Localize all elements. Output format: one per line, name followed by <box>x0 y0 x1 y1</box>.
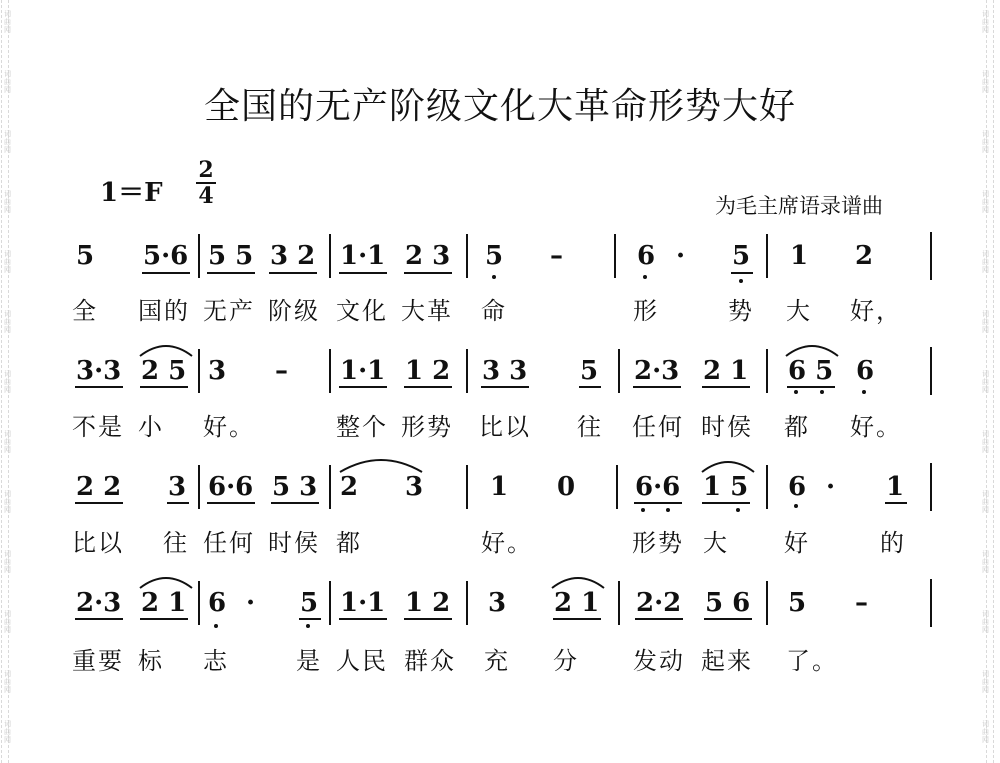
note: 5 <box>76 241 95 271</box>
note: 1 <box>886 472 905 502</box>
underline <box>207 272 255 274</box>
bar-line <box>329 581 331 625</box>
bar-line <box>329 234 331 278</box>
note: 2 <box>855 241 874 271</box>
song-title: 全国的无产阶级文化大革命形势大好 <box>203 86 796 127</box>
note: 6 <box>788 472 807 502</box>
note: – <box>550 241 563 271</box>
watermark-text: 词 曲 网 <box>4 610 11 634</box>
underline <box>635 618 683 620</box>
lyric: 势 <box>728 297 754 325</box>
bar-line <box>930 232 932 280</box>
bar-line <box>329 349 331 393</box>
note: 6 <box>637 241 656 271</box>
note: 1 2 <box>405 588 451 618</box>
credit-line: 为毛主席语录谱曲 <box>715 194 883 218</box>
note: 2 <box>340 472 359 502</box>
bar-line <box>466 234 468 278</box>
bar-line <box>766 465 768 509</box>
note: 1 <box>790 241 809 271</box>
bar-line <box>766 234 768 278</box>
watermark-text: 词 曲 网 <box>982 310 989 334</box>
underline <box>269 272 317 274</box>
note: 3 <box>168 472 187 502</box>
note: 3 <box>405 472 424 502</box>
note: 3 3 <box>482 356 528 386</box>
lyric: 任何 <box>203 529 255 557</box>
lyric: 往 <box>163 529 189 557</box>
watermark-text: 词 曲 网 <box>982 190 989 214</box>
note: 3·3 <box>76 356 122 386</box>
octave-dot <box>862 390 866 394</box>
note: 1 2 <box>405 356 451 386</box>
underline <box>553 618 601 620</box>
note: 6·6 <box>208 472 254 502</box>
lyric: 标 <box>138 647 164 675</box>
octave-dot <box>820 390 824 394</box>
watermark-text: 词 曲 网 <box>4 430 11 454</box>
lyric: 分 <box>553 647 579 675</box>
note: 1·1 <box>340 241 386 271</box>
note: 2 5 <box>141 356 187 386</box>
watermark-text: 词 曲 网 <box>4 130 11 154</box>
underline <box>633 386 681 388</box>
underline <box>75 618 123 620</box>
tie-slur <box>784 338 840 358</box>
note: 1·1 <box>340 356 386 386</box>
watermark-text: 词 曲 网 <box>982 130 989 154</box>
underline <box>634 502 682 504</box>
bar-line <box>618 581 620 625</box>
watermark-text: 词 曲 网 <box>4 370 11 394</box>
lyric: 不是 <box>72 413 124 441</box>
note: 5 <box>485 241 504 271</box>
tie-slur <box>338 452 424 474</box>
octave-dot <box>641 508 645 512</box>
lyric: 大 <box>703 529 729 557</box>
tie-slur <box>550 570 606 590</box>
underline <box>404 618 452 620</box>
note: 2 1 <box>703 356 749 386</box>
octave-dot <box>214 624 218 628</box>
bar-line <box>466 349 468 393</box>
octave-dot <box>643 275 647 279</box>
underline <box>140 386 188 388</box>
octave-dot <box>306 624 310 628</box>
lyric: 形势 <box>401 413 453 441</box>
note: 2 1 <box>141 588 187 618</box>
note: 0 <box>557 472 576 502</box>
lyric: 比以 <box>72 529 124 557</box>
note: 6·6 <box>635 472 681 502</box>
note: 5 6 <box>705 588 751 618</box>
octave-dot <box>794 390 798 394</box>
note: 6 <box>208 588 227 618</box>
note: 3 2 <box>270 241 316 271</box>
bar-line <box>930 347 932 395</box>
underline <box>75 502 123 504</box>
lyric: 小 <box>138 413 164 441</box>
note: 2 3 <box>405 241 451 271</box>
note: 3 <box>208 356 227 386</box>
lyric: 的 <box>880 529 906 557</box>
lyric: 好， <box>850 297 902 325</box>
lyric: 充 <box>484 647 510 675</box>
note: 2 1 <box>554 588 600 618</box>
underline <box>787 386 835 388</box>
note: 6 <box>856 356 875 386</box>
note: · <box>246 588 256 618</box>
watermark-text: 词 曲 网 <box>982 490 989 514</box>
lyric: 好。 <box>481 529 533 557</box>
lyric: 文化 <box>336 297 388 325</box>
watermark-text: 词 曲 网 <box>982 670 989 694</box>
watermark-text: 词 曲 网 <box>982 10 989 34</box>
bar-line <box>930 579 932 627</box>
lyric: 命 <box>481 297 507 325</box>
tie-slur <box>138 338 194 358</box>
bar-line <box>616 465 618 509</box>
lyric: 起来 <box>701 647 753 675</box>
note: 2 2 <box>76 472 122 502</box>
watermark-text: 词 曲 网 <box>982 610 989 634</box>
lyric: 时侯 <box>268 529 320 557</box>
underline <box>404 386 452 388</box>
underline <box>339 272 387 274</box>
tie-slur <box>700 454 756 474</box>
note: · <box>826 472 836 502</box>
lyric: 大 <box>786 297 812 325</box>
note: 5·6 <box>143 241 189 271</box>
octave-dot <box>492 275 496 279</box>
underline <box>704 618 752 620</box>
underline <box>142 272 190 274</box>
watermark-text: 词 曲 网 <box>4 720 11 744</box>
lyric: 都 <box>784 413 810 441</box>
underline <box>167 502 189 504</box>
underline <box>885 502 907 504</box>
octave-dot <box>736 508 740 512</box>
bar-line <box>198 465 200 509</box>
note: – <box>855 588 868 618</box>
watermark-text: 词 曲 网 <box>982 70 989 94</box>
note: 6 5 <box>788 356 834 386</box>
lyric: 发动 <box>633 647 685 675</box>
watermark-text: 词 曲 网 <box>4 250 11 274</box>
lyric: 无产 <box>203 297 255 325</box>
underline <box>579 386 601 388</box>
lyric: 重要 <box>72 647 124 675</box>
note: 1·1 <box>340 588 386 618</box>
underline <box>75 386 123 388</box>
lyric: 群众 <box>404 647 456 675</box>
octave-dot <box>666 508 670 512</box>
lyric: 了。 <box>786 647 838 675</box>
note: 5 3 <box>272 472 318 502</box>
underline <box>140 618 188 620</box>
watermark-text: 词 曲 网 <box>4 310 11 334</box>
underline <box>271 502 319 504</box>
underline <box>702 502 750 504</box>
bar-line <box>466 465 468 509</box>
lyric: 全 <box>72 297 98 325</box>
lyric: 往 <box>577 413 603 441</box>
octave-dot <box>739 279 743 283</box>
lyric: 阶级 <box>268 297 320 325</box>
lyric: 人民 <box>336 647 388 675</box>
lyric: 好。 <box>850 413 902 441</box>
watermark-text: 词 曲 网 <box>982 250 989 274</box>
key-signature: 1＝F <box>100 178 163 208</box>
watermark-text: 词 曲 网 <box>982 430 989 454</box>
lyric: 任何 <box>632 413 684 441</box>
watermark-text: 词 曲 网 <box>4 550 11 574</box>
underline <box>702 386 750 388</box>
lyric: 好。 <box>203 413 255 441</box>
note: 5 5 <box>208 241 254 271</box>
watermark-text: 词 曲 网 <box>4 10 11 34</box>
bar-line <box>329 465 331 509</box>
lyric: 时侯 <box>701 413 753 441</box>
bar-line <box>198 581 200 625</box>
bar-line <box>766 349 768 393</box>
watermark-text: 词 曲 网 <box>4 490 11 514</box>
lyric: 都 <box>336 529 362 557</box>
note: 5 <box>580 356 599 386</box>
bar-line <box>618 349 620 393</box>
time-signature-top: 2 <box>196 158 216 184</box>
lyric: 比以 <box>479 413 531 441</box>
watermark-text: 词 曲 网 <box>982 720 989 744</box>
watermark-text: 词 曲 网 <box>982 370 989 394</box>
note: 2·2 <box>636 588 682 618</box>
bar-line <box>614 234 616 278</box>
note: · <box>676 241 686 271</box>
time-signature-bottom: 4 <box>198 183 214 209</box>
bar-line <box>466 581 468 625</box>
underline <box>404 272 452 274</box>
underline <box>299 618 321 620</box>
note: 2·3 <box>634 356 680 386</box>
underline <box>731 272 753 274</box>
lyric: 大革 <box>401 297 453 325</box>
note: – <box>275 356 288 386</box>
octave-dot <box>794 504 798 508</box>
underline <box>207 502 255 504</box>
note: 5 <box>788 588 807 618</box>
watermark-text: 词 曲 网 <box>4 670 11 694</box>
time-signature <box>196 158 216 208</box>
lyric: 形 <box>633 297 659 325</box>
lyric: 好 <box>784 529 810 557</box>
note: 3 <box>488 588 507 618</box>
watermark-text: 词 曲 网 <box>4 70 11 94</box>
lyric: 形势 <box>632 529 684 557</box>
bar-line <box>766 581 768 625</box>
lyric: 国的 <box>138 297 190 325</box>
note: 5 <box>300 588 319 618</box>
watermark-text: 词 曲 网 <box>982 550 989 574</box>
bar-line <box>198 234 200 278</box>
lyric: 志 <box>203 647 229 675</box>
note: 5 <box>732 241 751 271</box>
bar-line <box>198 349 200 393</box>
tie-slur <box>138 570 194 590</box>
underline <box>339 618 387 620</box>
note: 2·3 <box>76 588 122 618</box>
underline <box>481 386 529 388</box>
lyric: 是 <box>296 647 322 675</box>
watermark-text: 词 曲 网 <box>4 190 11 214</box>
lyric: 整个 <box>336 413 388 441</box>
underline <box>339 386 387 388</box>
note: 1 <box>490 472 509 502</box>
note: 1 5 <box>703 472 749 502</box>
bar-line <box>930 463 932 511</box>
